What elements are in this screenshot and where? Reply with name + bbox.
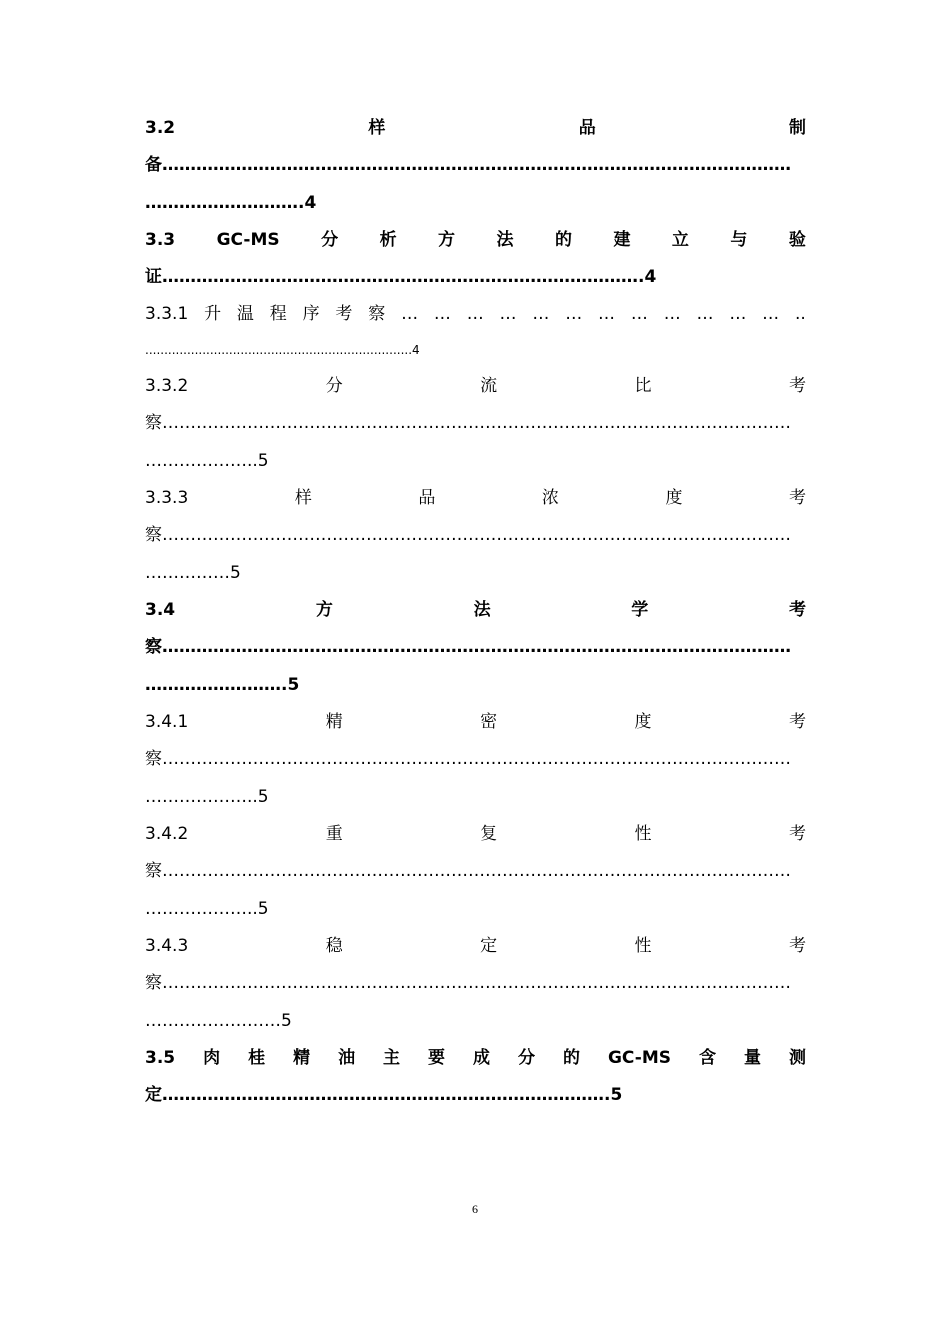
heading-token: 的 (554, 230, 572, 250)
heading-token: 建 (613, 230, 631, 250)
toc-entry-page-ref: ………………..5 (145, 451, 269, 471)
heading-token: 3.4 (145, 600, 176, 620)
toc-entry-heading (145, 368, 806, 404)
heading-token: 与 (730, 230, 748, 250)
toc-entry-heading (145, 110, 806, 146)
toc-entry-3-4[interactable] (145, 592, 806, 704)
toc-entry-leader: 定…………………………………………………………………….5 (145, 1085, 623, 1105)
heading-token: 析 (379, 230, 397, 250)
toc-entry-leader: 察………………………………………………………………………………………………… (145, 861, 791, 881)
heading-token: 流 (480, 376, 498, 396)
toc-entry-leader: 证………………………………………………………………………….4 (145, 267, 657, 287)
toc-entry-3-3[interactable] (145, 222, 806, 296)
heading-token: 制 (788, 118, 806, 138)
heading-token: … (532, 304, 550, 324)
heading-token: 精 (325, 712, 343, 732)
heading-token: 含 (699, 1048, 716, 1068)
heading-token: 程 (269, 304, 287, 324)
heading-token: 考 (788, 712, 806, 732)
heading-token: 比 (634, 376, 652, 396)
heading-token: … (729, 304, 747, 324)
heading-token: 考 (789, 600, 806, 620)
heading-token: 浓 (541, 488, 559, 508)
toc-entry-page-ref: ………………..5 (145, 899, 269, 919)
toc-entry-page-ref: ......................................................................4 (145, 343, 420, 357)
toc-entry-3-4-2[interactable] (145, 816, 806, 928)
toc-entry-heading (145, 1040, 806, 1076)
toc-entry-leader: 备………………………………………………………………………………………………… (145, 155, 791, 175)
toc-entry-3-3-3[interactable] (145, 480, 806, 592)
heading-token: 度 (634, 712, 652, 732)
toc-entry-page-ref: ………………..5 (145, 787, 269, 807)
heading-token: 定 (480, 936, 498, 956)
toc-entry-page-ref: ……………………5 (145, 1011, 292, 1031)
heading-token: … (663, 304, 681, 324)
toc-entry-page-ref: …………………….5 (145, 675, 300, 695)
toc-entry-leader: 察………………………………………………………………………………………………… (145, 973, 791, 993)
toc-entry-leader: 察………………………………………………………………………………………………… (145, 413, 791, 433)
heading-token: … (499, 304, 517, 324)
toc-entry-3-3-2[interactable] (145, 368, 806, 480)
heading-token: … (401, 304, 419, 324)
toc-entry-heading (145, 592, 806, 628)
heading-token: 3.4.1 (145, 712, 189, 732)
heading-token: … (696, 304, 714, 324)
heading-token: … (630, 304, 648, 324)
heading-token: 验 (788, 230, 806, 250)
heading-token: 考 (788, 376, 806, 396)
heading-token: 样 (368, 118, 386, 138)
page-number: 6 (472, 1202, 478, 1216)
heading-token: … (466, 304, 484, 324)
heading-token: 品 (578, 118, 596, 138)
heading-token: 肉 (203, 1048, 221, 1068)
toc-entry-heading (145, 296, 806, 332)
heading-token: 3.5 (145, 1048, 176, 1068)
heading-token: GC-MS (607, 1048, 672, 1068)
toc-entry-leader: 察………………………………………………………………………………………………… (145, 749, 791, 769)
heading-token: 方 (438, 230, 456, 250)
table-of-contents (145, 110, 806, 1114)
toc-entry-page-ref: ……………5 (145, 563, 241, 583)
heading-token: 升 (204, 304, 222, 324)
toc-entry-heading (145, 222, 806, 258)
heading-token: 分 (325, 376, 343, 396)
heading-token: 考 (788, 936, 806, 956)
heading-token: 3.3.1 (145, 304, 189, 324)
heading-token: 3.3 (145, 230, 176, 250)
heading-token: 复 (480, 824, 498, 844)
toc-entry-heading (145, 816, 806, 852)
heading-token: 考 (789, 488, 806, 508)
heading-token: 性 (634, 936, 652, 956)
heading-token: 3.2 (145, 118, 176, 138)
heading-token: 重 (325, 824, 343, 844)
heading-token: 温 (236, 304, 254, 324)
heading-token: … (433, 304, 451, 324)
heading-token: 法 (496, 230, 514, 250)
heading-token: 序 (302, 304, 320, 324)
heading-token: 桂 (248, 1048, 266, 1068)
heading-token: 3.4.3 (145, 936, 189, 956)
heading-token: 3.3.3 (145, 488, 189, 508)
heading-token: 3.4.2 (145, 824, 189, 844)
heading-token: 样 (294, 488, 312, 508)
toc-entry-heading (145, 928, 806, 964)
heading-token: 学 (631, 600, 649, 620)
heading-token: 油 (338, 1048, 356, 1068)
toc-entry-leader: 察………………………………………………………………………………………………… (145, 525, 791, 545)
heading-token: 的 (562, 1048, 580, 1068)
heading-token: … (762, 304, 780, 324)
heading-token: 测 (788, 1048, 806, 1068)
heading-token: GC-MS (216, 230, 280, 250)
toc-entry-3-3-1[interactable] (145, 296, 806, 368)
heading-token: 分 (518, 1048, 535, 1068)
heading-token: 度 (665, 488, 683, 508)
heading-token: 立 (671, 230, 689, 250)
heading-token: 性 (634, 824, 652, 844)
toc-entry-leader: 察………………………………………………………………………………………………… (145, 637, 791, 657)
heading-token: 考 (788, 824, 806, 844)
heading-token: 法 (473, 600, 491, 620)
heading-token: 分 (321, 230, 339, 250)
heading-token: 要 (428, 1048, 446, 1068)
heading-token: 密 (480, 712, 498, 732)
toc-entry-heading (145, 704, 806, 740)
heading-token: 考 (335, 304, 353, 324)
heading-token: 3.3.2 (145, 376, 189, 396)
toc-entry-3-4-1[interactable] (145, 704, 806, 816)
heading-token: .. (795, 304, 806, 324)
heading-token: 精 (293, 1048, 311, 1068)
heading-token: 主 (383, 1048, 401, 1068)
heading-token: … (565, 304, 583, 324)
heading-token: 察 (368, 304, 386, 324)
heading-token: 品 (418, 488, 436, 508)
heading-token: 量 (743, 1048, 761, 1068)
heading-token: 方 (315, 600, 333, 620)
heading-token: 稳 (325, 936, 343, 956)
toc-entry-heading (145, 480, 806, 516)
heading-token: 成 (473, 1048, 491, 1068)
toc-entry-3-2[interactable] (145, 110, 806, 222)
heading-token: … (598, 304, 616, 324)
toc-entry-page-ref: ……………………….4 (145, 193, 317, 213)
toc-entry-3-4-3[interactable] (145, 928, 806, 1040)
toc-entry-3-5[interactable] (145, 1040, 806, 1114)
